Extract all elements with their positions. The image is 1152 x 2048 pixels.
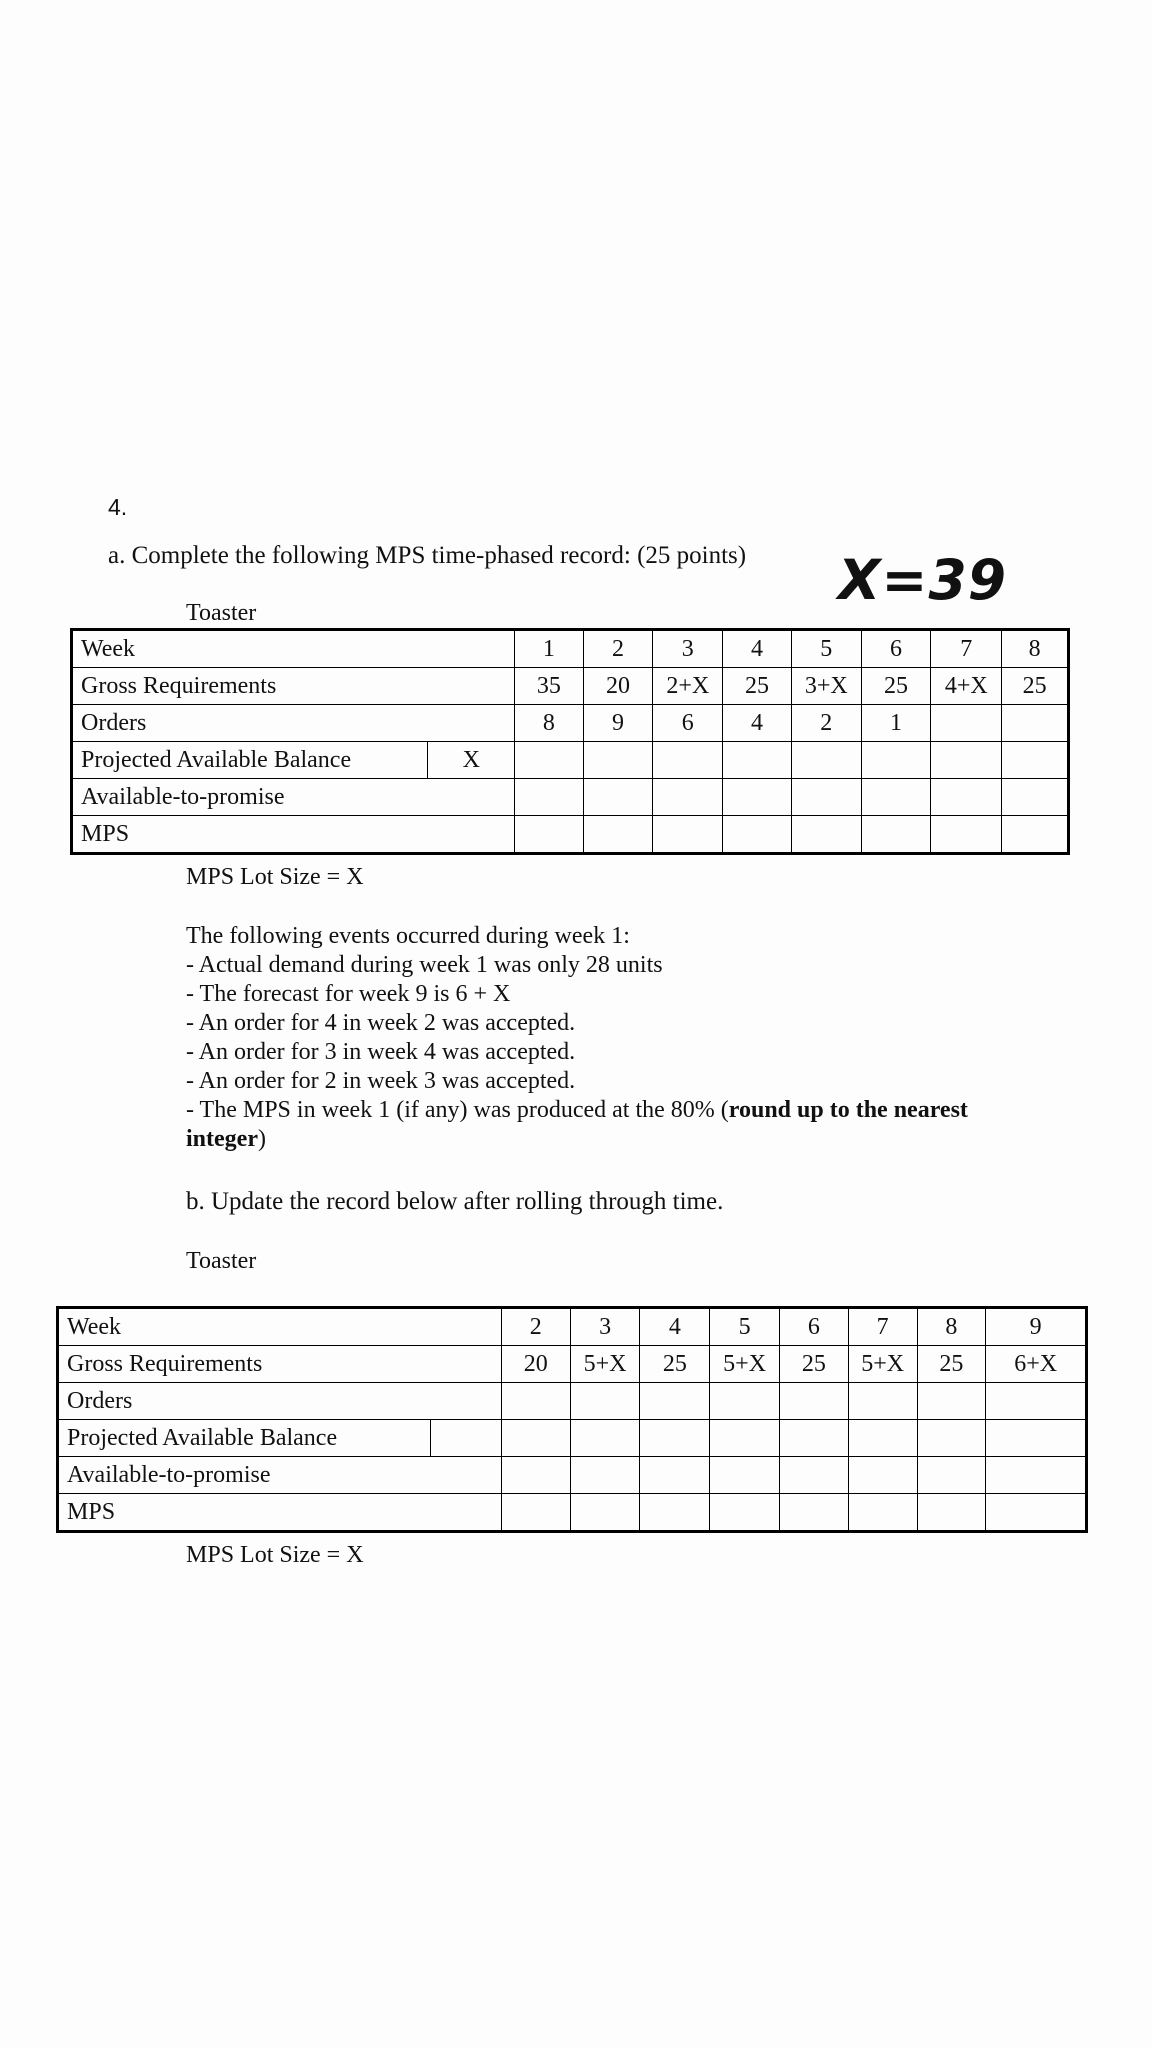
- atp-cell[interactable]: [917, 1457, 986, 1494]
- pab-cell[interactable]: [917, 1420, 986, 1457]
- available-to-promise-row: [72, 779, 1069, 816]
- mps-cell[interactable]: [640, 1494, 710, 1532]
- event-text: - The MPS in week 1 (if any) was produced at the 80% (: [186, 1097, 729, 1123]
- mps-cell[interactable]: [710, 1494, 780, 1532]
- row-label-projected-available-balance: Projected Available Balance: [58, 1420, 431, 1457]
- part-a-product-label: Toaster: [186, 600, 257, 626]
- orders-cell[interactable]: [986, 1383, 1087, 1420]
- mps-cell[interactable]: [583, 816, 653, 854]
- mps-cell[interactable]: [1002, 816, 1069, 854]
- mps-row: [72, 816, 1069, 854]
- week-row: [58, 1308, 1087, 1346]
- pab-cell[interactable]: [780, 1420, 849, 1457]
- part-b-product-label: Toaster: [186, 1248, 257, 1274]
- pab-cell[interactable]: [931, 742, 1002, 779]
- orders-cell: 4: [723, 705, 792, 742]
- week-cell: 5: [791, 630, 861, 668]
- part-b-heading: b. Update the record below after rolling through time.: [186, 1188, 724, 1215]
- gross-req-cell: 20: [583, 668, 653, 705]
- mps-cell[interactable]: [780, 1494, 849, 1532]
- pab-cell[interactable]: [861, 742, 931, 779]
- events-list: [186, 922, 1066, 1154]
- orders-cell[interactable]: [640, 1383, 710, 1420]
- gross-requirements-row: [58, 1346, 1087, 1383]
- week-cell: 5: [710, 1308, 780, 1346]
- initial-balance-cell: X: [428, 742, 515, 779]
- gross-req-cell: 4+X: [931, 668, 1002, 705]
- orders-cell: 9: [583, 705, 653, 742]
- mps-record-table-b: [56, 1306, 1088, 1533]
- orders-row: [58, 1383, 1087, 1420]
- pab-cell[interactable]: [640, 1420, 710, 1457]
- atp-cell[interactable]: [931, 779, 1002, 816]
- orders-row: [72, 705, 1069, 742]
- atp-cell[interactable]: [640, 1457, 710, 1494]
- mps-cell[interactable]: [570, 1494, 640, 1532]
- mps-cell[interactable]: [501, 1494, 570, 1532]
- gross-req-cell: 5+X: [570, 1346, 640, 1383]
- mps-cell[interactable]: [515, 816, 584, 854]
- pab-cell[interactable]: [1002, 742, 1069, 779]
- pab-cell[interactable]: [570, 1420, 640, 1457]
- week-cell: 2: [501, 1308, 570, 1346]
- week-cell: 3: [570, 1308, 640, 1346]
- gross-req-cell: 2+X: [653, 668, 723, 705]
- week-cell: 8: [1002, 630, 1069, 668]
- orders-cell: 2: [791, 705, 861, 742]
- gross-req-cell: 5+X: [710, 1346, 780, 1383]
- row-label-available-to-promise: Available-to-promise: [72, 779, 515, 816]
- gross-req-cell: 25: [917, 1346, 986, 1383]
- week-cell: 8: [917, 1308, 986, 1346]
- gross-req-cell: 25: [780, 1346, 849, 1383]
- atp-cell[interactable]: [515, 779, 584, 816]
- atp-cell[interactable]: [848, 1457, 917, 1494]
- gross-req-cell: 5+X: [848, 1346, 917, 1383]
- gross-req-cell: 25: [640, 1346, 710, 1383]
- projected-available-balance-row: [58, 1420, 1087, 1457]
- week-cell: 6: [861, 630, 931, 668]
- part-a-lot-size: MPS Lot Size = X: [186, 864, 364, 890]
- orders-cell[interactable]: [780, 1383, 849, 1420]
- orders-cell[interactable]: [710, 1383, 780, 1420]
- gross-req-cell: 35: [515, 668, 584, 705]
- gross-req-cell: 25: [723, 668, 792, 705]
- mps-cell[interactable]: [848, 1494, 917, 1532]
- part-a-heading: a. Complete the following MPS time-phased record: (25 points): [108, 542, 747, 569]
- pab-cell[interactable]: [848, 1420, 917, 1457]
- event-item-mps-yield: [186, 1096, 1066, 1125]
- orders-cell: [931, 705, 1002, 742]
- orders-cell: 6: [653, 705, 723, 742]
- gross-req-cell: 3+X: [791, 668, 861, 705]
- row-label-available-to-promise: Available-to-promise: [58, 1457, 502, 1494]
- gross-requirements-row: [72, 668, 1069, 705]
- orders-cell[interactable]: [848, 1383, 917, 1420]
- mps-cell[interactable]: [917, 1494, 986, 1532]
- pab-cell[interactable]: [986, 1420, 1087, 1457]
- orders-cell[interactable]: [570, 1383, 640, 1420]
- week-cell: 2: [583, 630, 653, 668]
- week-cell: 1: [515, 630, 584, 668]
- atp-cell[interactable]: [986, 1457, 1087, 1494]
- week-cell: 3: [653, 630, 723, 668]
- event-text: ): [257, 1126, 266, 1152]
- mps-cell[interactable]: [653, 816, 723, 854]
- week-cell: 9: [986, 1308, 1087, 1346]
- week-cell: 7: [931, 630, 1002, 668]
- event-bold-text: round up to the nearest: [728, 1097, 968, 1123]
- pab-cell[interactable]: [515, 742, 584, 779]
- event-item: - The forecast for week 9 is 6 + X: [186, 981, 511, 1007]
- row-label-projected-available-balance: Projected Available Balance: [72, 742, 428, 779]
- row-label-gross-requirements: Gross Requirements: [58, 1346, 502, 1383]
- atp-cell[interactable]: [723, 779, 792, 816]
- initial-balance-cell[interactable]: [431, 1420, 502, 1457]
- row-label-gross-requirements: Gross Requirements: [72, 668, 515, 705]
- orders-cell: 1: [861, 705, 931, 742]
- event-item: - Actual demand during week 1 was only 28 units: [186, 952, 663, 978]
- part-b-lot-size: MPS Lot Size = X: [186, 1542, 364, 1568]
- gross-req-cell: 25: [1002, 668, 1069, 705]
- pab-cell[interactable]: [710, 1420, 780, 1457]
- row-label-week: Week: [72, 630, 515, 668]
- week-cell: 4: [640, 1308, 710, 1346]
- week-cell: 7: [848, 1308, 917, 1346]
- mps-record-table-a: [70, 628, 1070, 855]
- orders-cell: [1002, 705, 1069, 742]
- atp-cell[interactable]: [653, 779, 723, 816]
- orders-cell: 8: [515, 705, 584, 742]
- pab-cell[interactable]: [791, 742, 861, 779]
- pab-cell[interactable]: [583, 742, 653, 779]
- mps-cell[interactable]: [986, 1494, 1087, 1532]
- available-to-promise-row: [58, 1457, 1087, 1494]
- row-label-week: Week: [58, 1308, 502, 1346]
- atp-cell[interactable]: [570, 1457, 640, 1494]
- atp-cell[interactable]: [861, 779, 931, 816]
- pab-cell[interactable]: [501, 1420, 570, 1457]
- orders-cell[interactable]: [501, 1383, 570, 1420]
- atp-cell[interactable]: [780, 1457, 849, 1494]
- event-item-mps-yield-cont: [186, 1125, 1066, 1154]
- event-bold-text: integer: [186, 1126, 258, 1152]
- question-number: 4.: [108, 494, 128, 520]
- row-label-mps: MPS: [72, 816, 515, 854]
- event-item: - An order for 4 in week 2 was accepted.: [186, 1010, 576, 1036]
- week-cell: 4: [723, 630, 792, 668]
- event-item: - An order for 3 in week 4 was accepted.: [186, 1039, 576, 1065]
- gross-req-cell: 6+X: [986, 1346, 1087, 1383]
- atp-cell[interactable]: [1002, 779, 1069, 816]
- atp-cell[interactable]: [791, 779, 861, 816]
- mps-cell[interactable]: [931, 816, 1002, 854]
- orders-cell[interactable]: [917, 1383, 986, 1420]
- pab-cell[interactable]: [653, 742, 723, 779]
- row-label-orders: Orders: [72, 705, 515, 742]
- handwritten-x-value: X=39: [838, 548, 1008, 612]
- gross-req-cell: 20: [501, 1346, 570, 1383]
- atp-cell[interactable]: [710, 1457, 780, 1494]
- mps-cell[interactable]: [791, 816, 861, 854]
- row-label-mps: MPS: [58, 1494, 502, 1532]
- mps-row: [58, 1494, 1087, 1532]
- events-intro: The following events occurred during week 1:: [186, 923, 630, 949]
- atp-cell[interactable]: [583, 779, 653, 816]
- projected-available-balance-row: [72, 742, 1069, 779]
- week-cell: 6: [780, 1308, 849, 1346]
- pab-cell[interactable]: [723, 742, 792, 779]
- week-row: [72, 630, 1069, 668]
- mps-cell[interactable]: [861, 816, 931, 854]
- atp-cell[interactable]: [501, 1457, 570, 1494]
- row-label-orders: Orders: [58, 1383, 502, 1420]
- gross-req-cell: 25: [861, 668, 931, 705]
- mps-cell[interactable]: [723, 816, 792, 854]
- event-item: - An order for 2 in week 3 was accepted.: [186, 1068, 576, 1094]
